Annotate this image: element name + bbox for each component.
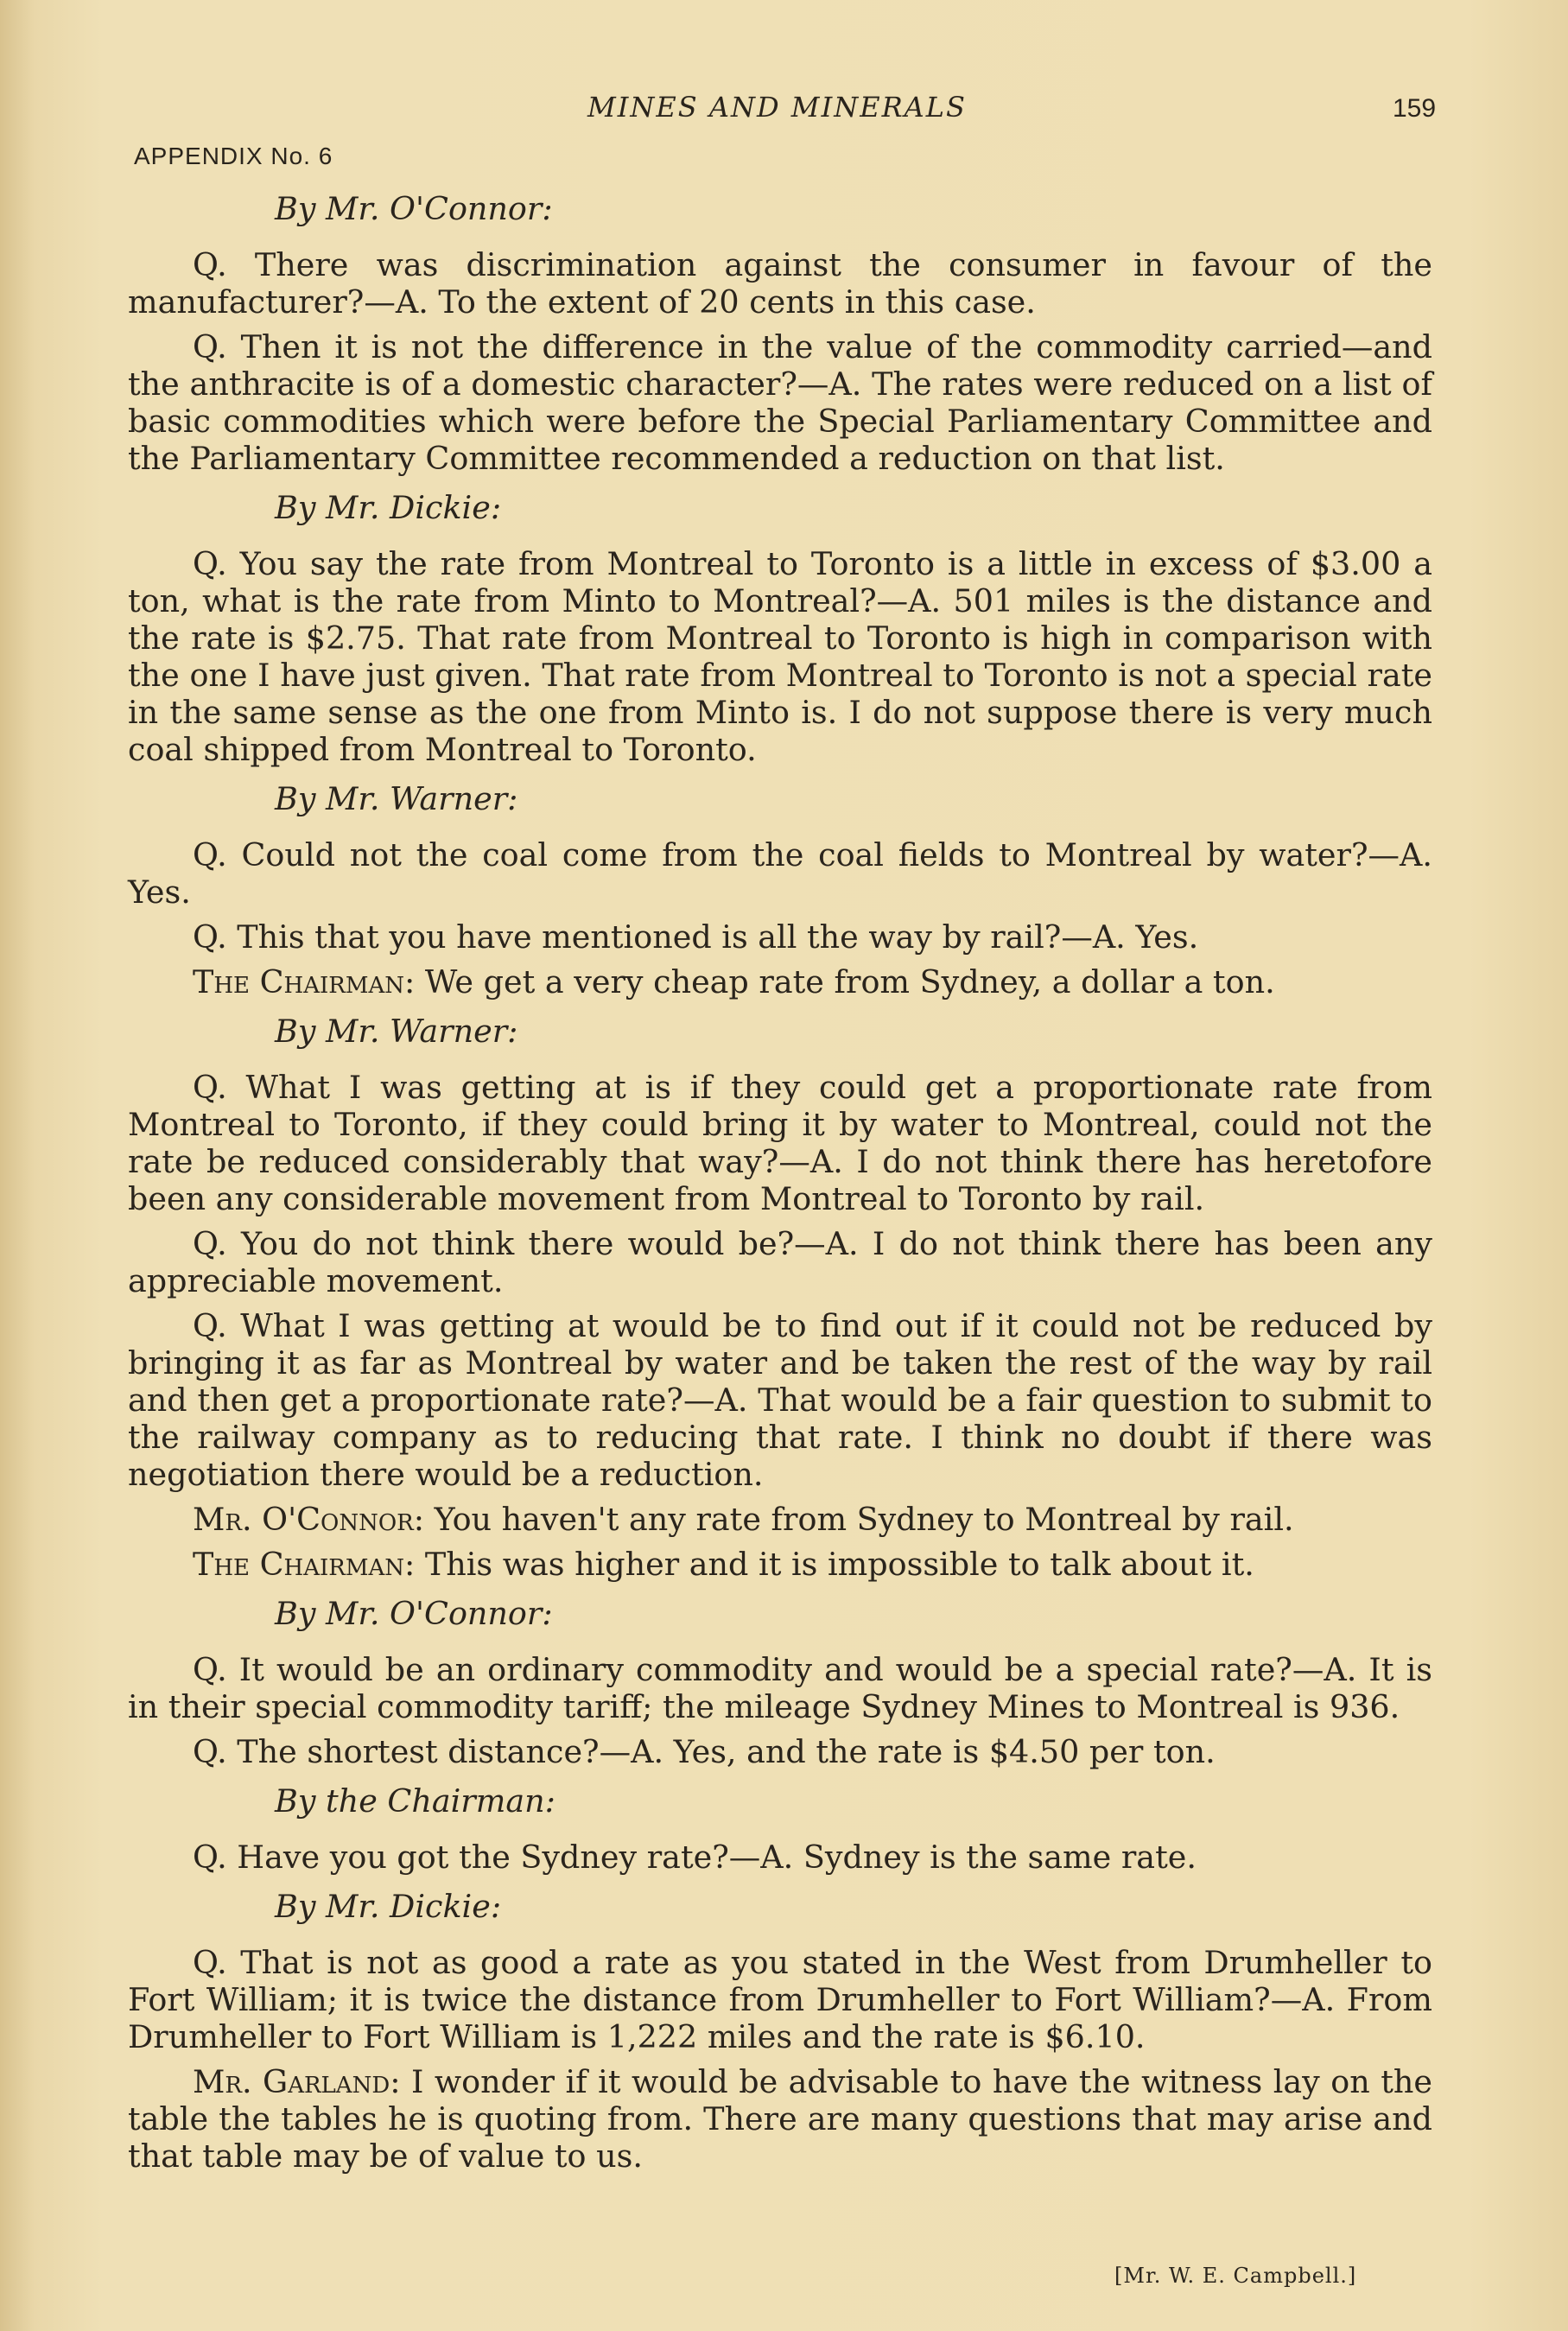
running-head (0, 91, 1568, 134)
speaker-name: Mr. O'Connor (193, 1501, 414, 1538)
examiner-heading: By Mr. O'Connor: (275, 1595, 553, 1632)
speaker-name: The Chairman (193, 963, 404, 1000)
examiner-heading: By Mr. Warner: (275, 780, 518, 817)
question-answer-paragraph: Q. The shortest distance?—A. Yes, and the rate is $4.50 per ton. (193, 1733, 1216, 1770)
speech-text: I wonder if it would be advisable to have the witness lay on the table the tables he is quoting from. There are many questions that may arise and that table may be of value to us. (128, 2063, 1432, 2175)
speech-text: You haven't any rate from Sydney to Montreal by rail. (434, 1501, 1294, 1538)
question-answer-paragraph: Q. This that you have mentioned is all the way by rail?—A. Yes. (193, 918, 1199, 956)
examiner-heading: By Mr. Dickie: (275, 1888, 502, 1925)
question-answer-paragraph: Q. You do not think there would be?—A. I do not think there has been any appreciable movement. (128, 1225, 1432, 1299)
question-answer-paragraph: Q. Have you got the Sydney rate?—A. Sydney is the same rate. (193, 1839, 1197, 1876)
examiner-heading: By Mr. O'Connor: (275, 190, 553, 227)
question-answer-paragraph: Q. You say the rate from Montreal to Toronto is a little in excess of $3.00 a ton, what is the rate from Minto to Montreal?—A. 501 miles is the distance and the rate is $2.75. That rate from Montreal to Toronto is high in comparison with the one I have just given. That rate from Montreal to Toronto is not a special rate in the same sense as the one from Minto is. I do not suppose there is very much coal shipped from Montreal to Toronto. (128, 545, 1432, 768)
examiner-heading: By the Chairman: (275, 1782, 555, 1820)
witness-signature: [Mr. W. E. Campbell.] (1114, 2264, 1357, 2288)
speaker-statement: The Chairman: We get a very cheap rate from Sydney, a dollar a ton. (193, 963, 1275, 1000)
speaker-name: Mr. Garland (193, 2063, 390, 2100)
question-answer-paragraph: Q. Then it is not the difference in the value of the commodity carried—and the anthracite is of a domestic character?—A. The rates were reduced on a list of basic commodities which were before the Special Parliamentary Committee and the Parliamentary Committee recommended a reduction on that list. (128, 328, 1432, 477)
examiner-heading: By Mr. Dickie: (275, 489, 502, 526)
page-number: 159 (1393, 94, 1437, 123)
running-head-title: MINES AND MINERALS (587, 91, 967, 124)
appendix-label: APPENDIX No. 6 (134, 143, 333, 169)
question-answer-paragraph: Q. Could not the coal come from the coal fields to Montreal by water?—A. Yes. (128, 836, 1432, 911)
speech-text: We get a very cheap rate from Sydney, a dollar a ton. (424, 963, 1275, 1000)
examiner-heading: By Mr. Warner: (275, 1013, 518, 1050)
question-answer-paragraph: Q. There was discrimination against the consumer in favour of the manufacturer?—A. To the extent of 20 cents in this case. (128, 246, 1432, 321)
speaker-statement: The Chairman: This was higher and it is impossible to talk about it. (193, 1546, 1254, 1583)
speech-text: This was higher and it is impossible to talk about it. (424, 1546, 1254, 1583)
question-answer-paragraph: Q. What I was getting at is if they could get a proportionate rate from Montreal to Toronto, if they could bring it by water to Montreal, could not the rate be reduced considerably that way?—A. I do not think there has heretofore been any considerable movement from Montreal to Toronto by rail. (128, 1069, 1432, 1217)
speaker-name: The Chairman (193, 1546, 404, 1583)
question-answer-paragraph: Q. What I was getting at would be to find out if it could not be reduced by bringing it as far as Montreal by water and be taken the rest of the way by rail and then get a proportionate rate?—A. That would be a fair question to submit to the railway company as to reducing that rate. I think no doubt if there was negotiation there would be a reduction. (128, 1307, 1432, 1493)
question-answer-paragraph: Q. It would be an ordinary commodity and would be a special rate?—A. It is in their special commodity tariff; the mileage Sydney Mines to Montreal is 936. (128, 1651, 1432, 1725)
speaker-statement: Mr. O'Connor: You haven't any rate from Sydney to Montreal by rail. (193, 1501, 1294, 1538)
transcript-body (128, 190, 1432, 2182)
speaker-statement: Mr. Garland: I wonder if it would be advisable to have the witness lay on the table the tables he is quoting from. There are many questions that may arise and that table may be of value to us. (128, 2063, 1432, 2175)
question-answer-paragraph: Q. That is not as good a rate as you stated in the West from Drumheller to Fort William; it is twice the distance from Drumheller to Fort William?—A. From Drumheller to Fort William is 1,222 miles and the rate is $6.10. (128, 1944, 1432, 2055)
